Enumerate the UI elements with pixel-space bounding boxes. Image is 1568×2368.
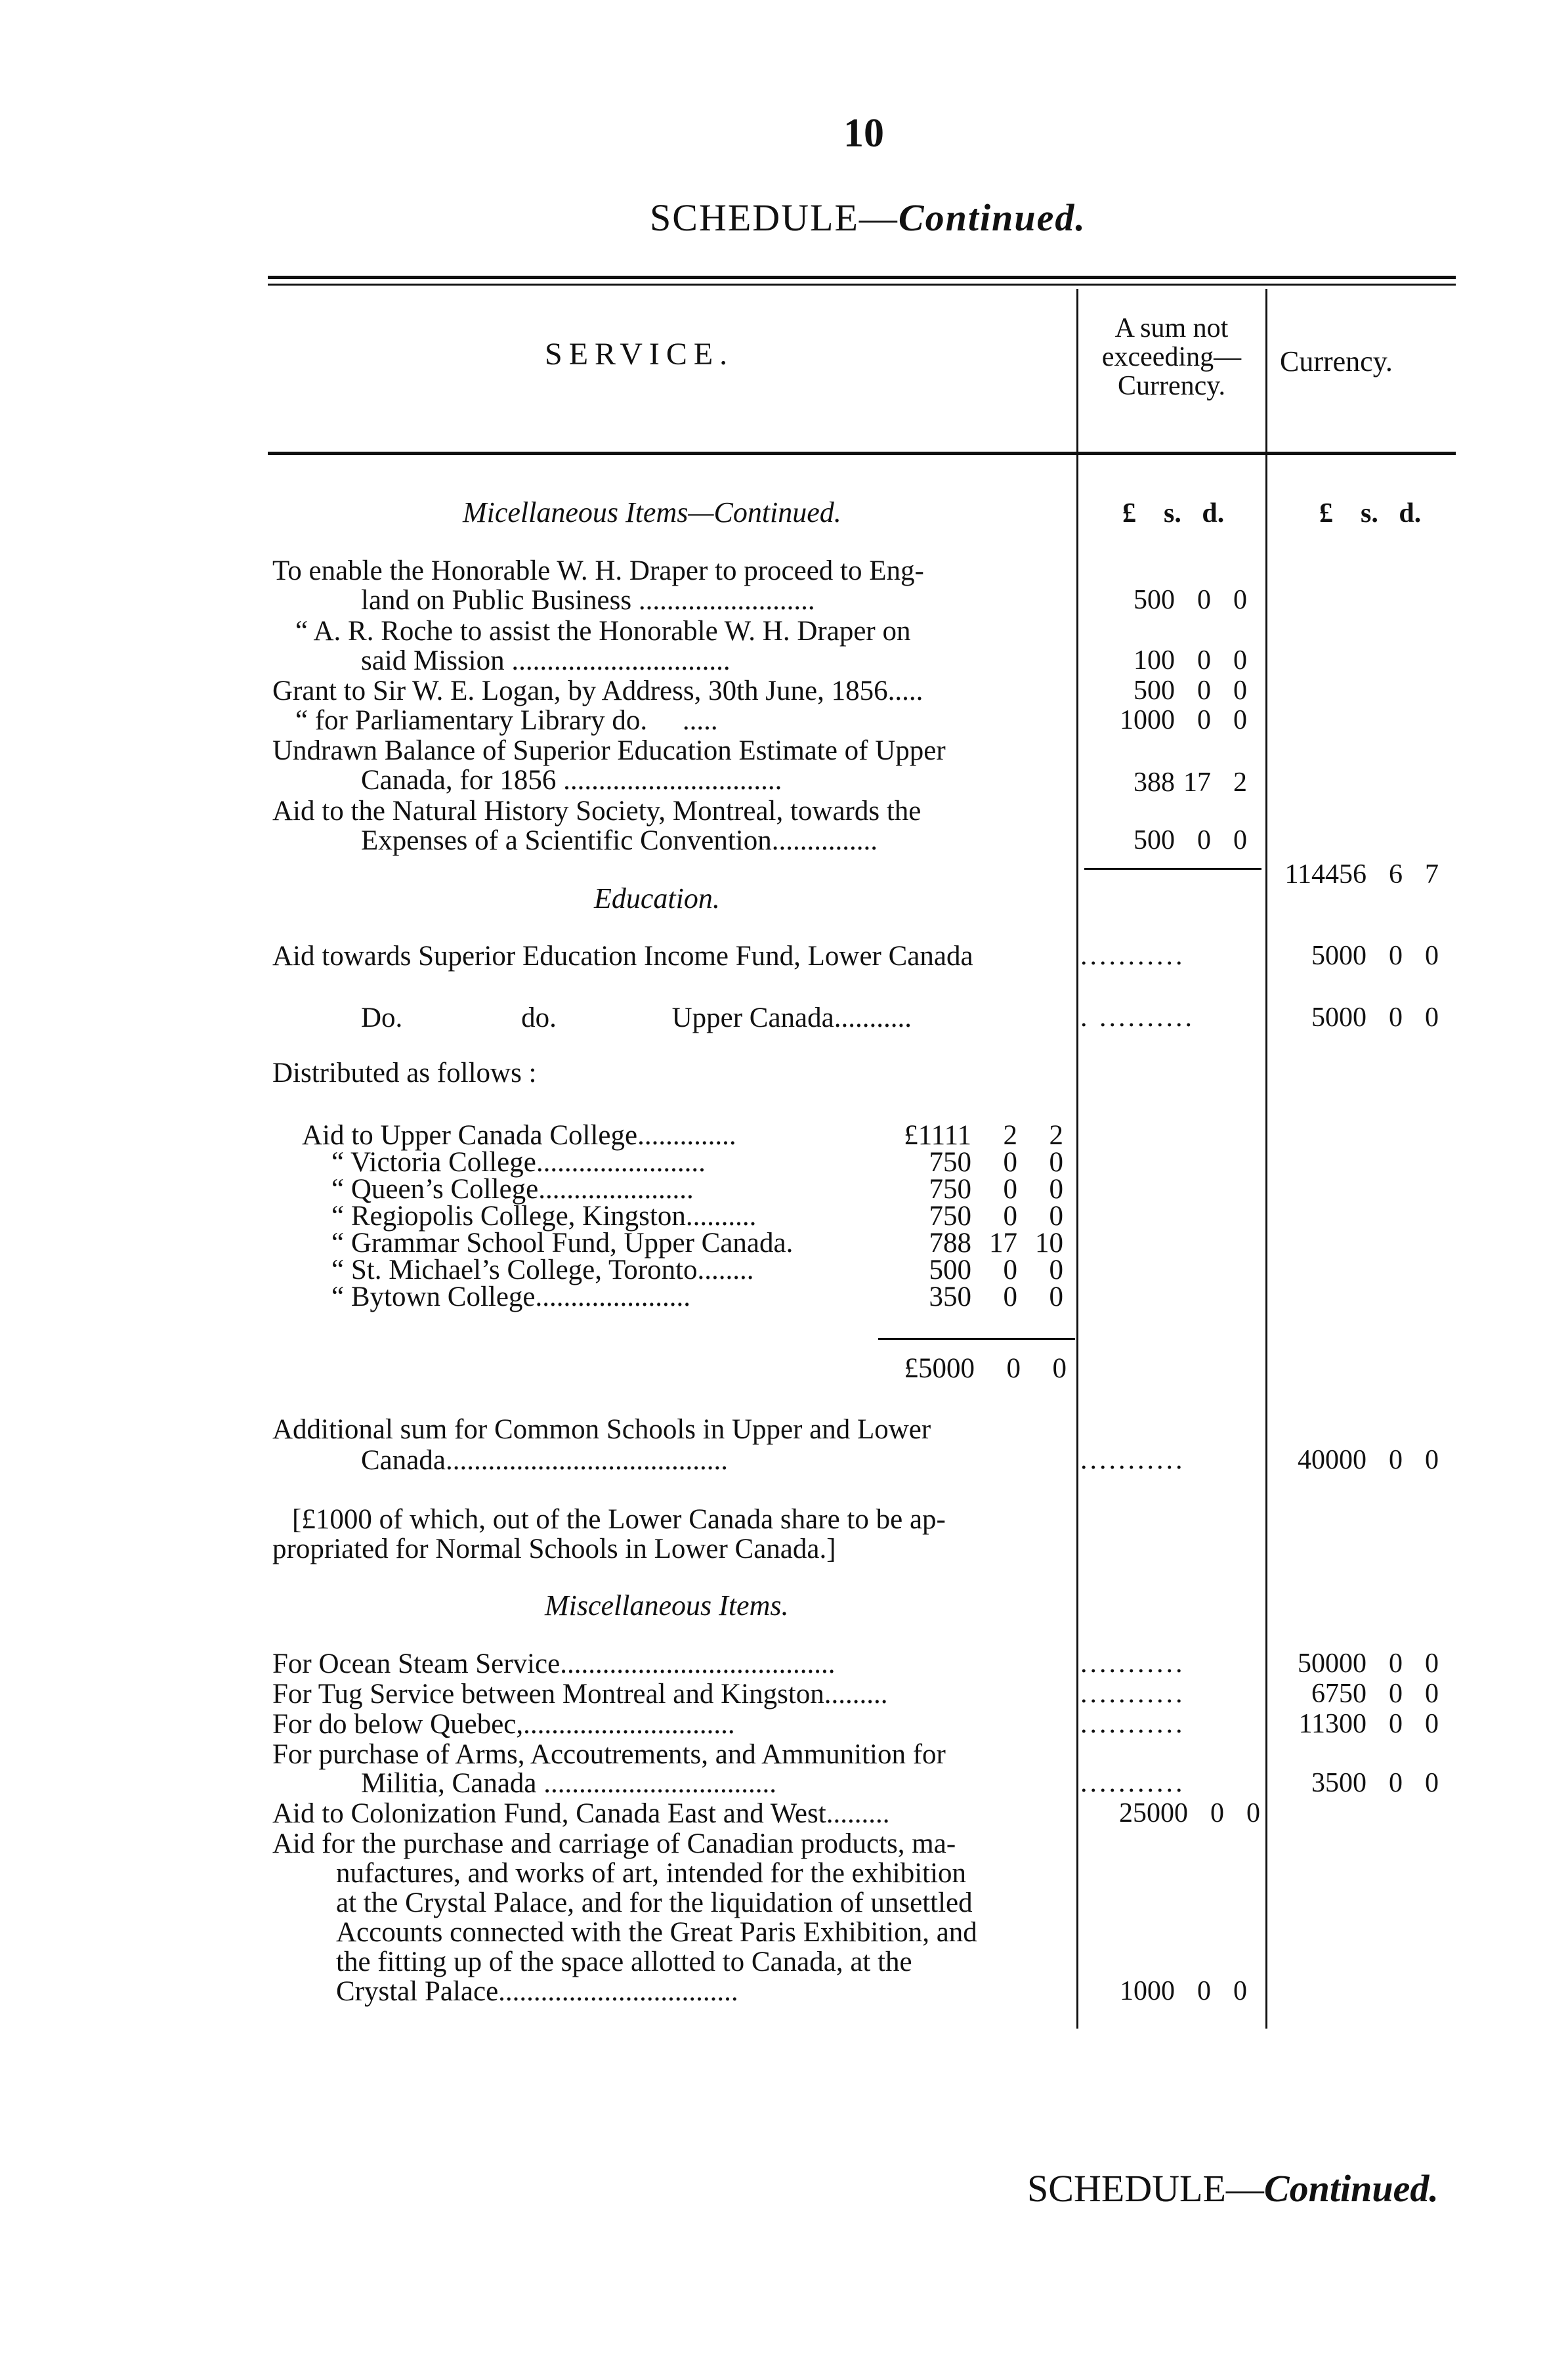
leader-dots: ............................... [563, 765, 782, 796]
misc2-row-arms-amount: 3500 0 0 [1311, 1768, 1439, 1798]
leader-dots: ........... [834, 1002, 912, 1033]
leader-dots: ..... [654, 705, 718, 736]
crystal-palace-line5: the fitting up of the space allotted to Canada, at the [336, 1947, 912, 1977]
page-footer-catchword: SCHEDULE—Continued. [1027, 2167, 1439, 2210]
misc-row-undrawn-line1: Undrawn Balance of Superior Education Estimate of Upper [272, 735, 946, 766]
leader-dots: ........... [1080, 1445, 1185, 1475]
note-line2: propriated for Normal Schools in Lower Canada.] [272, 1534, 836, 1564]
misc2-row-ocean-steam-amount: 50000 0 0 [1298, 1648, 1439, 1679]
misc-row-draper-line2: land on Public Business ......................... [361, 585, 815, 616]
misc2-row-ocean-steam: For Ocean Steam Service....................................... [272, 1648, 836, 1679]
misc-row-draper-line1: To enable the Honorable W. H. Draper to proceed to Eng- [272, 555, 924, 586]
crystal-palace-amount: 1000 0 0 [1120, 1976, 1247, 2006]
currency-units: £ s. d. [1319, 498, 1422, 528]
leader-dots: ........... [1080, 1709, 1185, 1739]
misc-row-logan: Grant to Sir W. E. Logan, by Address, 30th June, 1856..... [272, 676, 923, 706]
header-bottom-rule [268, 452, 1456, 455]
crystal-palace-line2: nufactures, and works of art, intended for the exhibition [336, 1858, 967, 1889]
misc2-row-arms-line2: Militia, Canada ................................. [361, 1768, 776, 1799]
leader-dots: ..... [887, 676, 923, 706]
misc-row-roche-line2: said Mission ............................... [361, 645, 731, 676]
distribution-row: “ Regiopolis College, Kingston.......... 750 0 0 [331, 1201, 1063, 1232]
section-heading-misc: Miscellaneous Items. [545, 1589, 789, 1622]
currency-column-header: Currency. [1280, 345, 1393, 377]
top-double-rule-2 [268, 284, 1456, 286]
distribution-row: “ Grammar School Fund, Upper Canada. 788 17 10 [331, 1228, 1063, 1259]
misc2-row-colonization: Aid to Colonization Fund, Canada East and West......... [272, 1798, 890, 1829]
leader-dots: ......................... [638, 585, 815, 616]
distribution-total-rule [878, 1338, 1075, 1340]
misc-row-undrawn-line2: Canada, for 1856 ............................... [361, 765, 782, 796]
misc-row-roche-amount: 100 0 0 [1134, 645, 1247, 676]
leader-dots: ........... [1080, 1679, 1185, 1709]
misc2-row-tug-kingston-amount: 6750 0 0 [1311, 1679, 1439, 1709]
page-number: 10 [843, 111, 884, 156]
education-row-upper-canada: Do. do. Upper Canada........... [361, 1002, 912, 1033]
misc2-row-tug-quebec-amount: 11300 0 0 [1298, 1709, 1439, 1739]
misc-row-natural-history-line1: Aid to the Natural History Society, Montreal, towards the [272, 796, 922, 827]
misc2-row-tug-kingston: For Tug Service between Montreal and Kingston......... [272, 1679, 888, 1710]
distribution-row: “ St. Michael’s College, Toronto........ 500 0 0 [331, 1255, 1063, 1285]
distribution-row: “ Bytown College...................... 350 0 0 [331, 1281, 1063, 1312]
column-divider-2 [1265, 289, 1267, 2029]
leader-dots: ............... [771, 825, 878, 856]
misc2-row-arms-line1: For purchase of Arms, Accoutrements, and Ammunition for [272, 1739, 946, 1770]
misc-total-amount: 114456 6 7 [1284, 859, 1439, 890]
page-title: SCHEDULE—Continued. [650, 196, 1086, 239]
education-row-lower-canada-amount: 5000 0 0 [1311, 941, 1439, 971]
top-double-rule [268, 276, 1456, 279]
note-line1: [£1000 of which, out of the Lower Canada share to be ap- [292, 1504, 946, 1535]
section-heading-education: Education. [594, 882, 720, 915]
leader-dots: . .......... [1080, 1002, 1195, 1033]
leader-dots: ....................................... [560, 1648, 836, 1679]
crystal-palace-line6: Crystal Palace.................................. [336, 1976, 738, 2007]
crystal-palace-line4: Accounts connected with the Great Paris Exhibition, and [336, 1917, 977, 1948]
misc-row-roche-line1: “ A. R. Roche to assist the Honorable W. H. Draper on [295, 616, 911, 647]
distribution-row: “ Queen’s College...................... 750 0 0 [331, 1174, 1063, 1205]
common-schools-line2: Canada........................................ [361, 1445, 728, 1476]
column-divider-1 [1076, 289, 1078, 2029]
misc-row-library-amount: 1000 0 0 [1120, 705, 1247, 735]
misc2-row-tug-quebec: For do below Quebec,.............................. [272, 1709, 735, 1740]
distribution-row: Aid to Upper Canada College.............. £1111 2 2 [302, 1120, 1063, 1151]
misc-row-library: “ for Parliamentary Library do. ..... [295, 705, 718, 736]
leader-dots: ........... [1080, 1648, 1185, 1679]
leader-dots: ........... [1080, 941, 1185, 971]
misc-row-logan-amount: 500 0 0 [1134, 676, 1247, 706]
common-schools-line1: Additional sum for Common Schools in Upper and Lower [272, 1414, 931, 1445]
leader-dots: ........................................ [445, 1445, 728, 1476]
misc-row-natural-history-line2: Expenses of a Scientific Convention............... [361, 825, 878, 856]
education-row-upper-canada-amount: 5000 0 0 [1311, 1002, 1439, 1033]
leader-dots: ......... [824, 1679, 888, 1710]
sum-column-header: A sum not exceeding— Currency. [1101, 313, 1242, 401]
service-column-header: SERVICE. [545, 337, 734, 372]
misc-row-draper-amount: 500 0 0 [1134, 585, 1247, 615]
sum-currency-units: £ s. d. [1122, 498, 1225, 528]
leader-dots: .................................. [498, 1976, 738, 2007]
leader-dots: ........... [1080, 1768, 1185, 1798]
misc-row-undrawn-amount: 388 17 2 [1134, 767, 1247, 798]
education-row-lower-canada: Aid towards Superior Education Income Fund, Lower Canada [272, 941, 973, 972]
crystal-palace-line1: Aid for the purchase and carriage of Canadian products, ma- [272, 1828, 956, 1859]
leader-dots: ............................... [511, 645, 731, 676]
distribution-row: “ Victoria College........................ 750 0 0 [331, 1147, 1063, 1178]
misc2-row-colonization-amount: 25000 0 0 [1119, 1798, 1260, 1828]
leader-dots: .............................. [523, 1709, 735, 1740]
leader-dots: ................................. [543, 1768, 776, 1799]
distributed-label: Distributed as follows : [272, 1058, 537, 1088]
subtotal-rule [1084, 868, 1261, 870]
misc-row-natural-history-amount: 500 0 0 [1134, 825, 1247, 855]
crystal-palace-line3: at the Crystal Palace, and for the liquidation of unsettled [336, 1887, 973, 1918]
distribution-total: £5000 0 0 [904, 1353, 1067, 1384]
section-heading-misc-continued: Micellaneous Items—Continued. [463, 496, 841, 528]
leader-dots: ......... [826, 1798, 890, 1829]
common-schools-amount: 40000 0 0 [1298, 1445, 1439, 1475]
